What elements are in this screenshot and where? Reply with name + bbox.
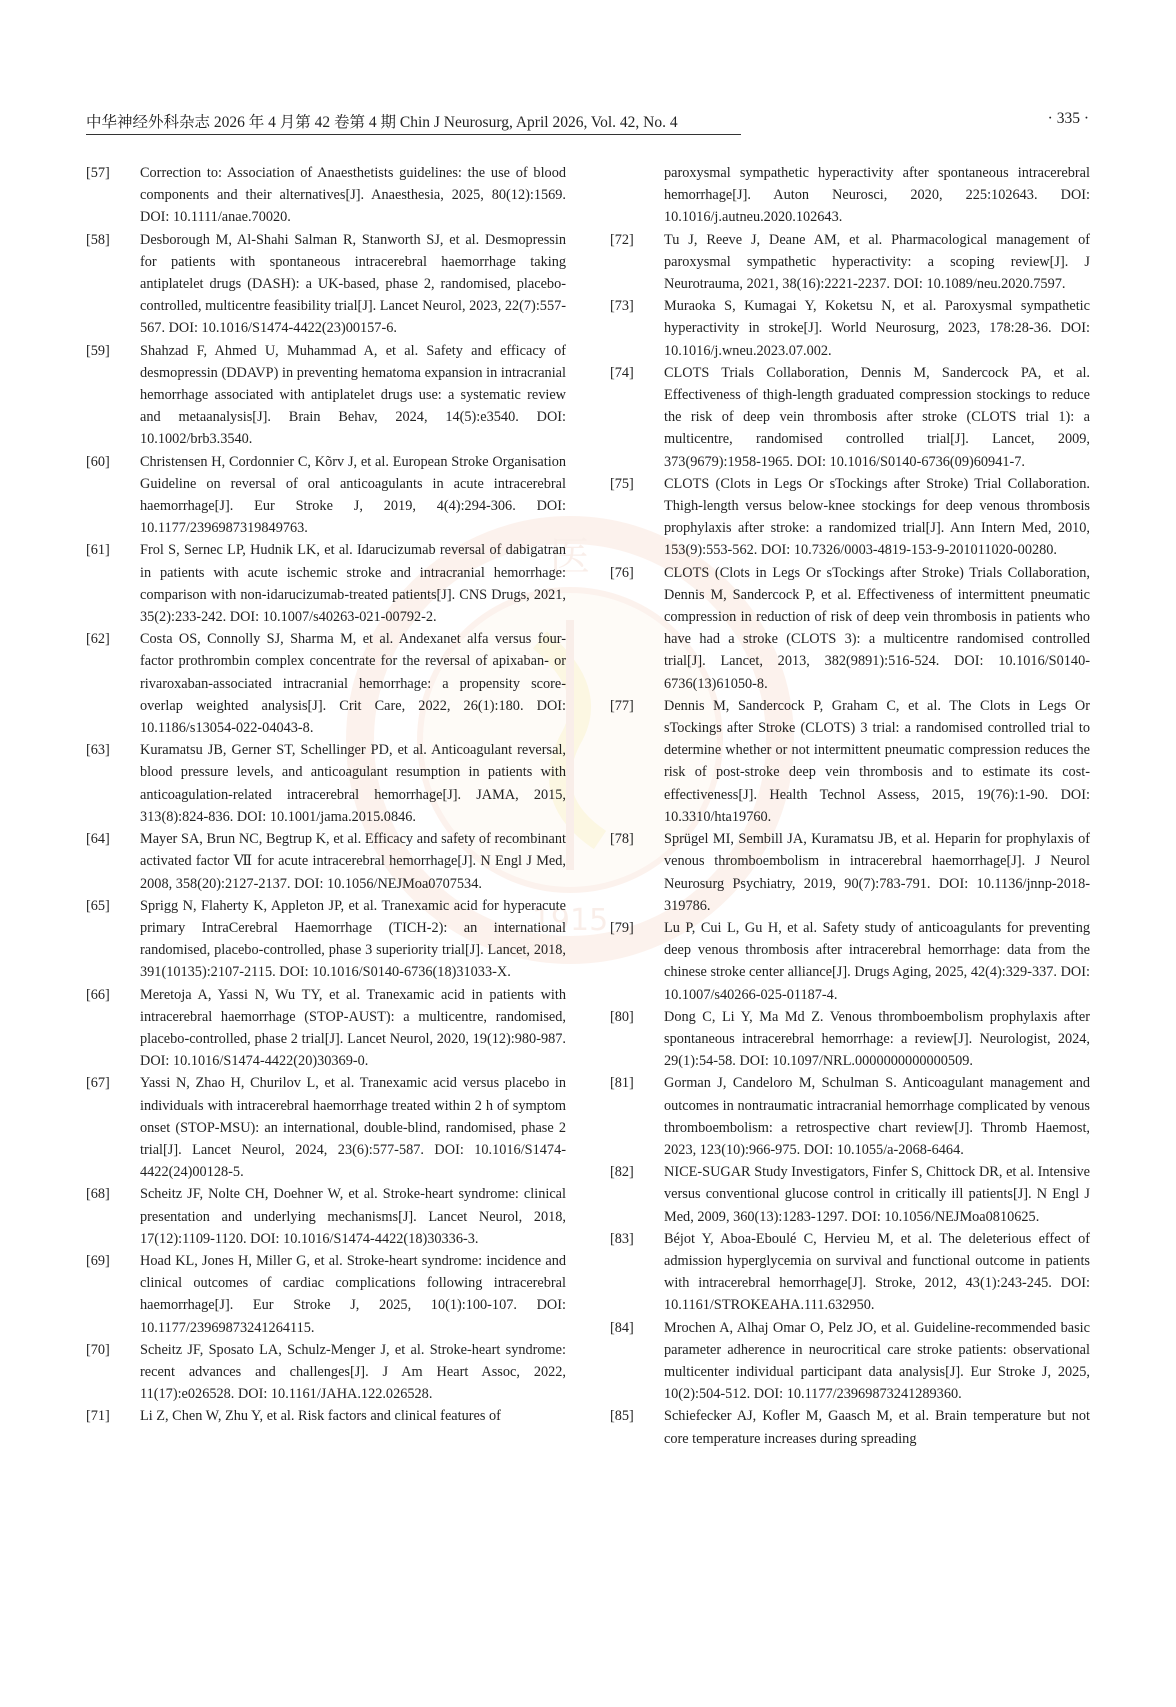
reference-number: [68] bbox=[86, 1186, 110, 1203]
reference-text: Frol S, Sernec LP, Hudnik LK, et al. Idarucizumab reversal of dabigatran in patients with acute ischemic stroke and intracranial hemorrhage: comparison with non-idarucizumab-treated patients[J]. CNS Drugs, 2021, 35(2):233-242. DOI: 10.1007/s40263-021-00792-2. bbox=[140, 542, 566, 626]
reference-text: Lu P, Cui L, Gu H, et al. Safety study of anticoagulants for preventing deep venous thrombosis after intracerebral hemorrhage: data from the chinese stroke center alliance[J]. Drugs Aging, 2025, 42(4):329-337. DOI: 10.1007/s40266-025-01187-4. bbox=[664, 919, 1090, 1003]
watermark-year: 1915 bbox=[531, 903, 609, 938]
reference-text: Mrochen A, Alhaj Omar O, Pelz JO, et al. Guideline-recommended basic parameter adherence in neurocritical care stroke patients: observational multicenter individual participant data analysis[J]. Eur Stroke J, 2025, 10(2):504-512. DOI: 10.1177/23969873241289360. bbox=[664, 1319, 1090, 1403]
reference-text: Sprügel MI, Sembill JA, Kuramatsu JB, et al. Heparin for prophylaxis of venous thromboembolism in intracerebral haemorrhage[J]. J Neurol Neurosurg Psychiatry, 2019, 90(7):783-791. DOI: 10.1136/jnnp-2018-319786. bbox=[664, 831, 1090, 914]
reference-number: [64] bbox=[86, 831, 110, 848]
reference-text: Hoad KL, Jones H, Miller G, et al. Stroke-heart syndrome: incidence and clinical outcomes of cardiac complications following intracerebral haemorrhage[J]. Eur Stroke J, 2025, 10(1):100-107. DOI: 10.1177/23969873241264115. bbox=[140, 1252, 566, 1336]
reference-entry bbox=[610, 828, 1090, 917]
reference-number: [65] bbox=[86, 897, 110, 914]
reference-entry bbox=[610, 695, 1090, 828]
reference-number: [66] bbox=[86, 986, 110, 1003]
header-rule bbox=[86, 134, 741, 135]
reference-number: [83] bbox=[610, 1230, 634, 1247]
reference-number: [75] bbox=[610, 475, 634, 492]
reference-text: Schiefecker AJ, Kofler M, Gaasch M, et al. Brain temperature but not core temperature increases during spreading bbox=[664, 1408, 1090, 1447]
reference-text: Dong C, Li Y, Ma Md Z. Venous thromboembolism prophylaxis after spontaneous intracerebral hemorrhage: a review[J]. Neurologist, 2024, 29(1):54-58. DOI: 10.1097/NRL.0000000000000509. bbox=[664, 1008, 1090, 1070]
reference-text: Costa OS, Connolly SJ, Sharma M, et al. Andexanet alfa versus four-factor prothrombin complex concentrate for the reversal of apixaban- or rivaroxaban-associated intracranial hemorrhage: a propensity score-overlap weighted analysis[J]. Crit Care, 2022, 26(1):180. DOI: 10.1186/s13054-022-04043-8. bbox=[140, 631, 566, 737]
reference-number: [61] bbox=[86, 542, 110, 559]
reference-number: [77] bbox=[610, 697, 634, 714]
running-header bbox=[86, 110, 1089, 132]
reference-number: [71] bbox=[86, 1408, 110, 1425]
reference-number: [81] bbox=[610, 1075, 634, 1092]
reference-text: Mayer SA, Brun NC, Begtrup K, et al. Efficacy and safety of recombinant activated factor Ⅶ for acute intracerebral hemorrhage[J]. N Engl J Med, 2008, 358(20):2127-2137. DOI: 10.1056/NEJMoa0707534. bbox=[140, 831, 566, 892]
reference-text: Meretoja A, Yassi N, Wu TY, et al. Tranexamic acid in patients with intracerebral haemorrhage (STOP-AUST): a multicentre, randomised, placebo-controlled, phase 2 trial[J]. Lancet Neurol, 2020, 19(12):980-987. DOI: 10.1016/S1474-4422(20)30369-0. bbox=[140, 986, 566, 1070]
reference-number: [73] bbox=[610, 298, 634, 315]
reference-text: Scheitz JF, Sposato LA, Schulz-Menger J, et al. Stroke-heart syndrome: recent advances and challenges[J]. J Am Heart Assoc, 2022, 11(17):e026528. DOI: 10.1161/JAHA.122.026528. bbox=[140, 1341, 566, 1403]
reference-text: Desborough M, Al-Shahi Salman R, Stanworth SJ, et al. Desmopressin for patients with spontaneous intracerebral haemorrhage taking antiplatelet drugs (DASH): a UK-based, phase 2, randomised, placebo-controlled, multicentre feasibility trial[J]. Lancet Neurol, 2023, 22(7):557-567. DOI: 10.1016/S1474-4422(23)00157-6. bbox=[140, 231, 566, 337]
reference-entry bbox=[86, 984, 566, 1073]
reference-entry bbox=[610, 1228, 1090, 1317]
reference-entry bbox=[86, 229, 566, 340]
reference-text: Yassi N, Zhao H, Churilov L, et al. Tranexamic acid versus placebo in individuals with intracerebral haemorrhage treated within 2 h of symptom onset (STOP-MSU): an international, double-blind, randomised, phase 2 trial[J]. Lancet Neurol, 2024, 23(6):577-587. DOI: 10.1016/S1474-4422(24)00128-5. bbox=[140, 1075, 566, 1181]
reference-entry bbox=[86, 1405, 566, 1427]
reference-text: Tu J, Reeve J, Deane AM, et al. Pharmacological management of paroxysmal sympathetic hyperactivity: a scoping review[J]. J Neurotrauma, 2021, 38(16):2221-2237. DOI: 10.1089/neu.2020.7597. bbox=[664, 231, 1090, 293]
reference-entry bbox=[610, 295, 1090, 362]
reference-text: Scheitz JF, Nolte CH, Doehner W, et al. Stroke-heart syndrome: clinical presentation and underlying mechanisms[J]. Lancet Neurol, 2018, 17(12):1109-1120. DOI: 10.1016/S1474-4422(18)30336-3. bbox=[140, 1186, 566, 1247]
reference-text: NICE-SUGAR Study Investigators, Finfer S, Chittock DR, et al. Intensive versus conventional glucose control in critically ill patients[J]. N Engl J Med, 2009, 360(13):1283-1297. DOI: 10.1056/NEJMoa0810625. bbox=[664, 1164, 1090, 1225]
reference-number: [58] bbox=[86, 231, 110, 248]
reference-number: [60] bbox=[86, 453, 110, 470]
reference-number: [76] bbox=[610, 564, 634, 581]
reference-entry bbox=[610, 1072, 1090, 1161]
reference-text: CLOTS Trials Collaboration, Dennis M, Sandercock PA, et al. Effectiveness of thigh-length graduated compression stockings to reduce the risk of deep vein thrombosis after stroke (CLOTS trial 1): a multicentre, randomised controlled trial[J]. Lancet, 2009, 373(9679):1958-1965. DOI: 10.1016/S0140-6736(09)60941-7. bbox=[664, 364, 1090, 470]
reference-text: Li Z, Chen W, Zhu Y, et al. Risk factors and clinical features of bbox=[140, 1408, 501, 1425]
reference-number: [82] bbox=[610, 1164, 634, 1181]
reference-text: CLOTS (Clots in Legs Or sTockings after Stroke) Trial Collaboration. Thigh-length versus below-knee stockings for deep venous thrombosis prophylaxis after stroke: a randomized trial[J]. Ann Intern Med, 2010, 153(9):553-562. DOI: 10.7326/0003-4819-153-9-201011020-00280. bbox=[664, 475, 1090, 559]
reference-number: [57] bbox=[86, 165, 110, 181]
reference-text: Sprigg N, Flaherty K, Appleton JP, et al. Tranexamic acid for hyperacute primary IntraCerebral Haemorrhage (TICH-2): an international randomised, placebo-controlled, phase 3 superiority trial[J]. Lancet, 2018, 391(10135):2107-2115. DOI: 10.1016/S0140-6736(18)31033-X. bbox=[140, 897, 566, 981]
reference-number: [62] bbox=[86, 631, 110, 648]
reference-text: Béjot Y, Aboa-Eboulé C, Hervieu M, et al. The deleterious effect of admission hyperglycemia on survival and functional outcome in patients with intracerebral hemorrhage[J]. Stroke, 2012, 43(1):243-245. DOI: 10.1161/STROKEAHA.111.632950. bbox=[664, 1230, 1090, 1314]
reference-entry bbox=[86, 628, 566, 739]
reference-number: [74] bbox=[610, 364, 634, 381]
reference-entry bbox=[86, 1072, 566, 1183]
reference-entry bbox=[86, 1183, 566, 1250]
reference-number: [70] bbox=[86, 1341, 110, 1358]
reference-entry bbox=[610, 1317, 1090, 1406]
reference-entry bbox=[610, 1405, 1090, 1449]
reference-number: [63] bbox=[86, 742, 110, 759]
page-number: · 335 · bbox=[1047, 110, 1089, 127]
reference-entry bbox=[610, 473, 1090, 562]
reference-text: CLOTS (Clots in Legs Or sTockings after Stroke) Trials Collaboration, Dennis M, Sandercock P, et al. Effectiveness of intermittent pneumatic compression in reduction of risk of deep vein thrombosis in patients who have had a stroke (CLOTS 3): a multicentre randomised controlled trial[J]. Lancet, 2013, 382(9891):516-524. DOI: 10.1016/S0140-6736(13)61050-8. bbox=[664, 564, 1090, 692]
reference-entry bbox=[86, 1250, 566, 1339]
reference-text: Gorman J, Candeloro M, Schulman S. Anticoagulant management and outcomes in nontraumatic intracranial hemorrhage complicated by venous thromboembolism: a retrospective chart review[J]. Thromb Haemost, 2023, 123(10):966-975. DOI: 10.1055/a-2068-6464. bbox=[664, 1075, 1090, 1158]
reference-number: [72] bbox=[610, 231, 634, 248]
reference-number bbox=[610, 162, 664, 229]
reference-entry bbox=[610, 1006, 1090, 1073]
reference-number: [85] bbox=[610, 1408, 634, 1425]
reference-entry bbox=[86, 539, 566, 628]
reference-number: [59] bbox=[86, 342, 110, 359]
reference-number: [80] bbox=[610, 1008, 634, 1025]
reference-entry bbox=[610, 362, 1090, 473]
reference-entry bbox=[86, 340, 566, 451]
reference-number: [78] bbox=[610, 831, 634, 848]
reference-entry bbox=[86, 451, 566, 540]
reference-text: Kuramatsu JB, Gerner ST, Schellinger PD, et al. Anticoagulant reversal, blood pressure levels, and anticoagulant resumption in patients with anticoagulation-related intracerebral hemorrhage[J]. JAMA, 2015, 313(8):824-836. DOI: 10.1001/jama.2015.0846. bbox=[140, 742, 566, 825]
reference-entry bbox=[86, 739, 566, 828]
journal-citation: 中华神经外科杂志 2026 年 4 月第 42 卷第 4 期 Chin J Neurosurg, April 2026, Vol. 42, No. 4 bbox=[86, 114, 678, 131]
reference-text: paroxysmal sympathetic hyperactivity after spontaneous intracerebral hemorrhage[J]. Auton Neurosci, 2020, 225:102643. DOI: 10.1016/j.autneu.2020.102643. bbox=[664, 165, 1090, 226]
reference-text: Christensen H, Cordonnier C, Kõrv J, et al. European Stroke Organisation Guideline on reversal of oral anticoagulants in acute intracerebral haemorrhage[J]. Eur Stroke J, 2019, 4(4):294-306. DOI: 10.1177/2396987319849763. bbox=[140, 453, 566, 537]
reference-text: Muraoka S, Kumagai Y, Koketsu N, et al. Paroxysmal sympathetic hyperactivity in stroke[J]. World Neurosurg, 2023, 178:28-36. DOI: 10.1016/j.wneu.2023.07.002. bbox=[664, 298, 1090, 359]
reference-number: [79] bbox=[610, 919, 634, 936]
reference-entry bbox=[86, 828, 566, 895]
reference-entry bbox=[610, 162, 1090, 229]
reference-entry bbox=[86, 1339, 566, 1406]
watermark-char: 医 bbox=[550, 534, 590, 580]
right-reference-column bbox=[610, 162, 1090, 1450]
reference-number: [69] bbox=[86, 1252, 110, 1269]
reference-entry bbox=[610, 917, 1090, 1006]
left-reference-column bbox=[86, 162, 566, 1428]
reference-entry bbox=[610, 229, 1090, 296]
reference-text: Dennis M, Sandercock P, Graham C, et al. The Clots in Legs Or sTockings after Stroke (CLOTS) 3 trial: a randomised controlled trial to determine whether or not intermittent pneumatic compression reduces the risk of post-stroke deep vein thrombosis and to estimate its cost-effectiveness[J]. Health Technol Assess, 2015, 19(76):1-90. DOI: 10.3310/hta19760. bbox=[664, 697, 1090, 825]
reference-entry bbox=[610, 1161, 1090, 1228]
reference-entry bbox=[610, 562, 1090, 695]
reference-text: Shahzad F, Ahmed U, Muhammad A, et al. Safety and efficacy of desmopressin (DDAVP) in preventing hematoma expansion in intracranial hemorrhage associated with antiplatelet drugs use: a systematic review and metaanalysis[J]. Brain Behav, 2024, 14(5):e3540. DOI: 10.1002/brb3.3540. bbox=[140, 342, 566, 448]
reference-text: Correction to: Association of Anaesthetists guidelines: the use of blood components and their alternatives[J]. Anaesthesia, 2025, 80(12):1569. DOI: 10.1111/anae.70020. bbox=[140, 165, 566, 226]
reference-number: [84] bbox=[610, 1319, 634, 1336]
reference-entry bbox=[86, 895, 566, 984]
reference-entry bbox=[86, 162, 566, 229]
reference-number: [67] bbox=[86, 1075, 110, 1092]
